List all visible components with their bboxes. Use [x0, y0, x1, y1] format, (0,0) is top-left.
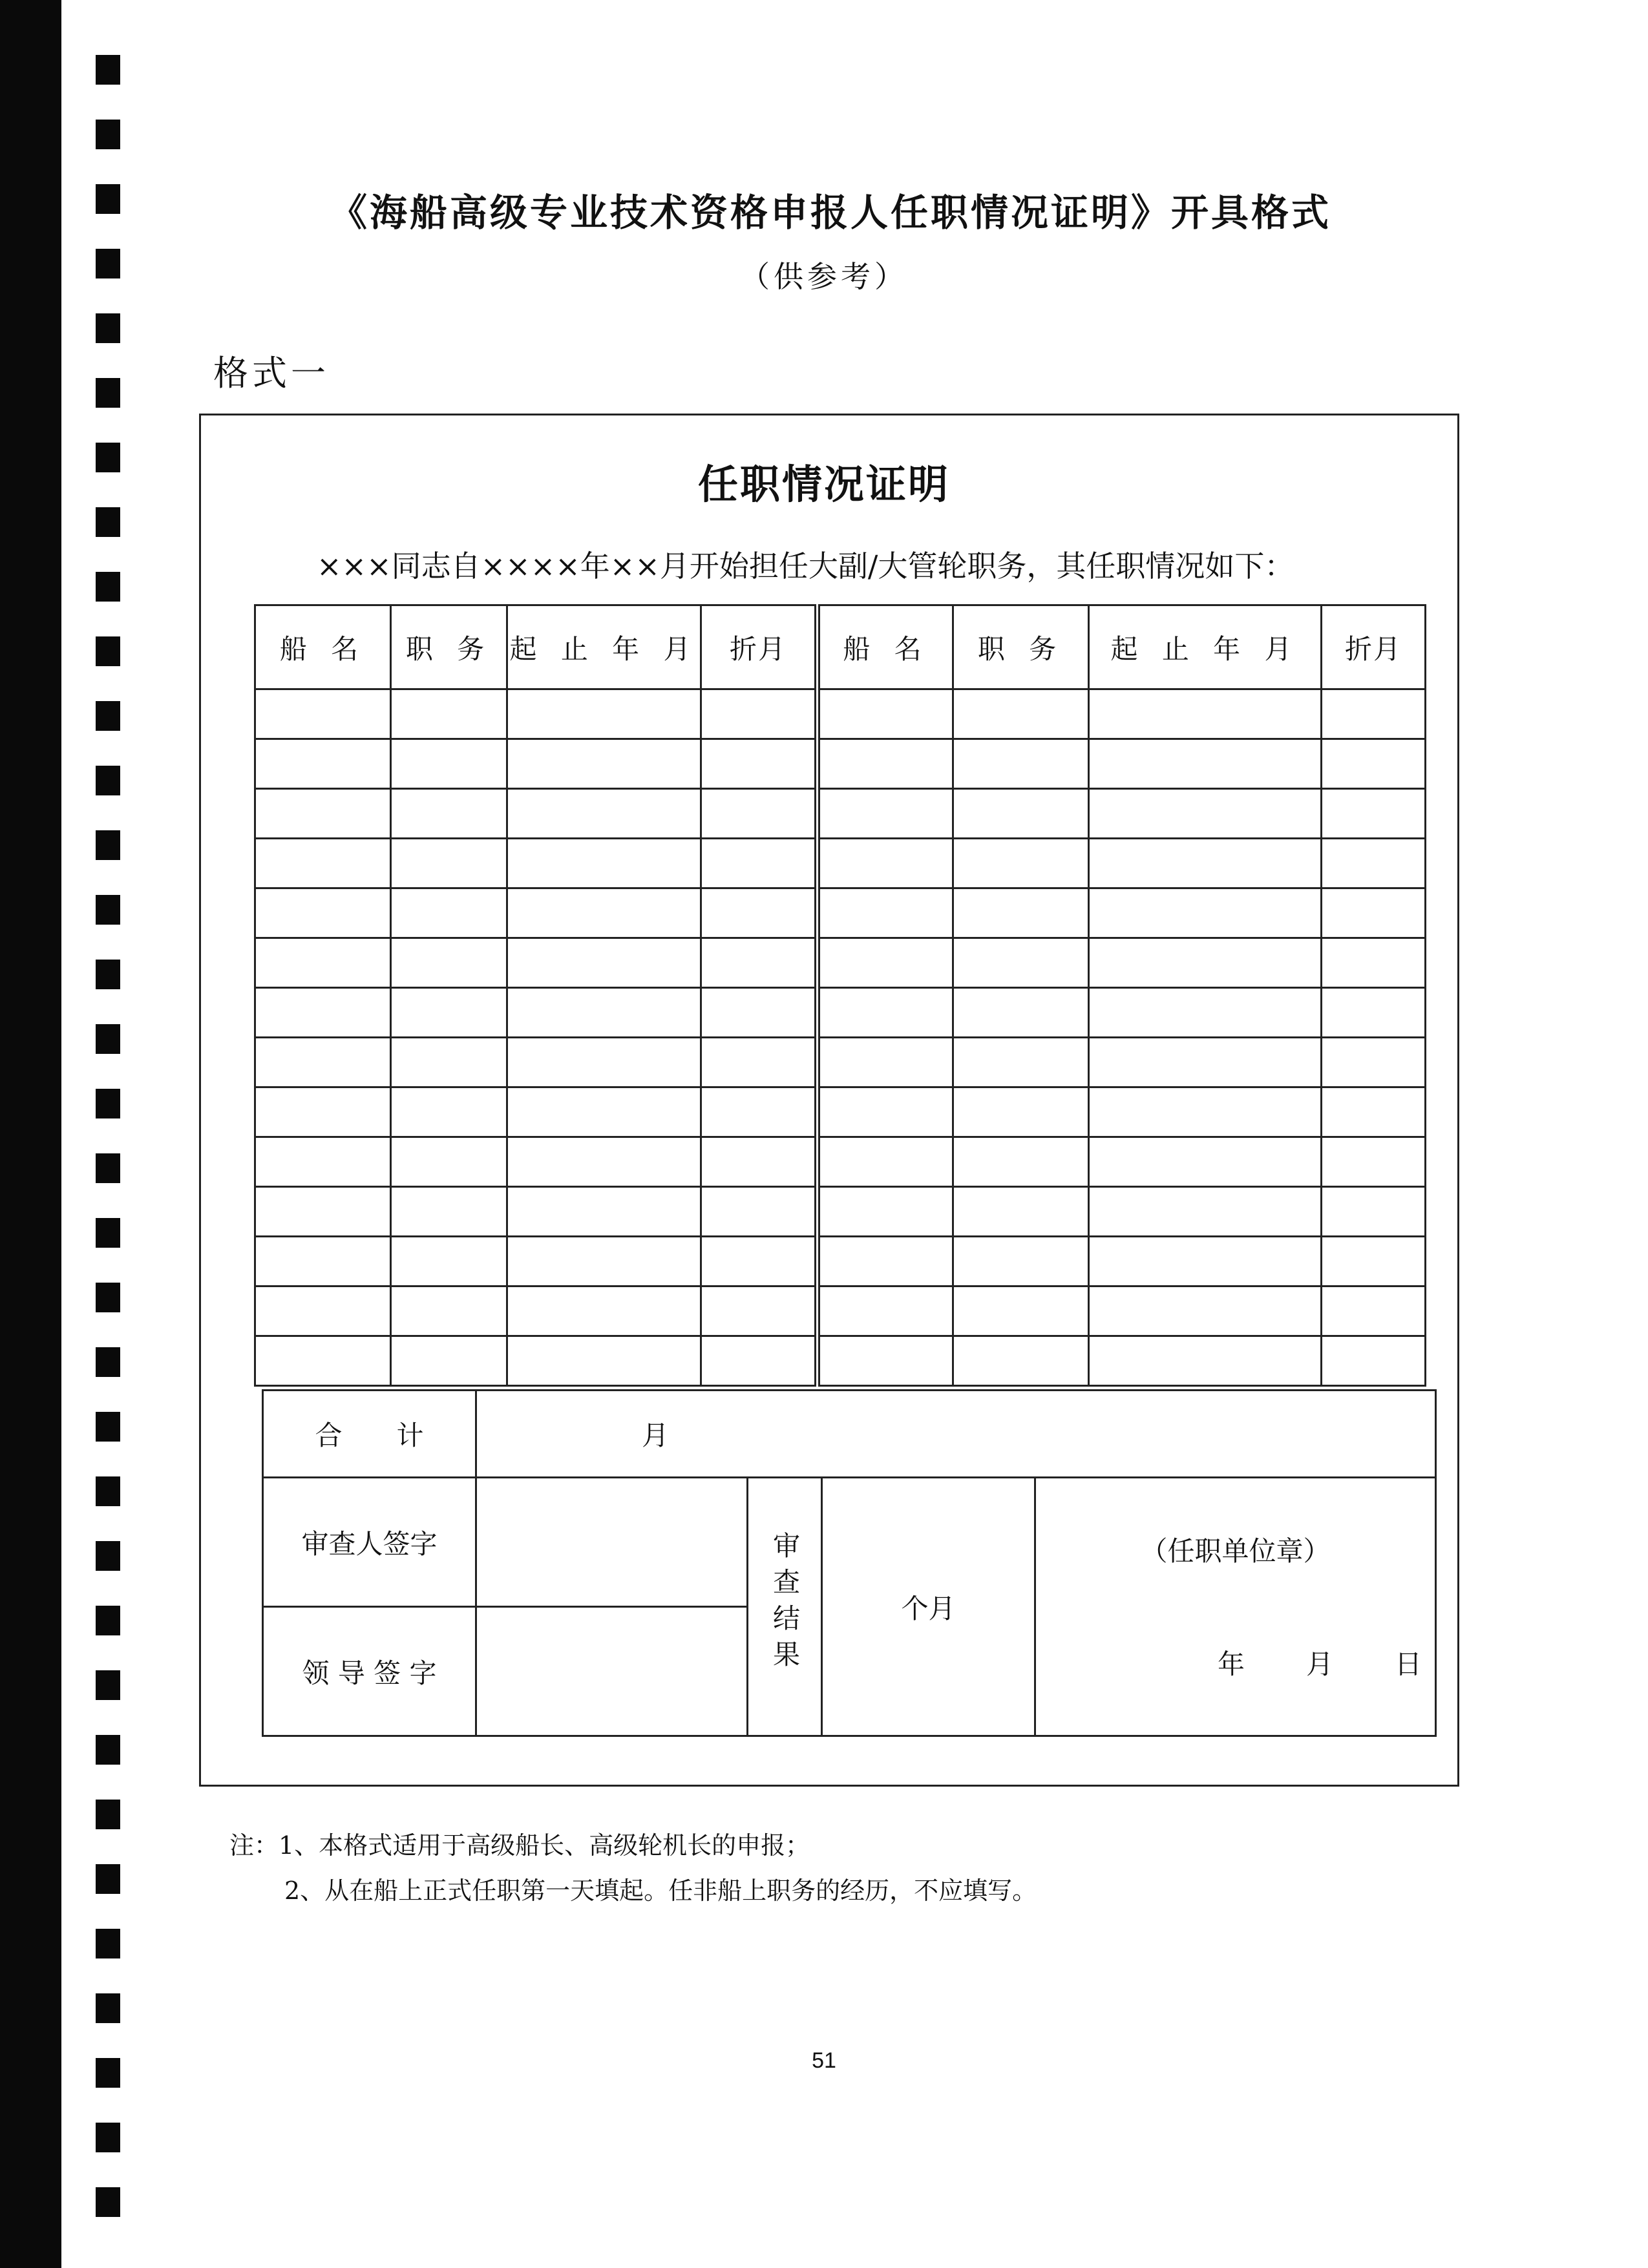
table-row [255, 1286, 1426, 1336]
table-cell[interactable] [1089, 1286, 1322, 1336]
document-subtitle: （供参考） [740, 259, 908, 294]
table-cell[interactable] [255, 1137, 391, 1187]
seal-label: （任职单位章） [1140, 1535, 1331, 1567]
column-header-period: 起 止 年 月 [507, 605, 701, 689]
punch-hole [96, 1347, 120, 1377]
table-cell[interactable] [1322, 839, 1426, 888]
seal-date-field[interactable] [1035, 1478, 1436, 1736]
table-cell[interactable] [1322, 888, 1426, 938]
punch-hole [96, 184, 120, 214]
table-cell[interactable] [507, 739, 701, 789]
table-cell[interactable] [1089, 839, 1322, 888]
table-body [255, 689, 1426, 1386]
table-cell[interactable] [255, 689, 391, 739]
note-line-1: 注：1、本格式适用于高级船长、高级轮机长的申报； [229, 1831, 810, 1860]
column-header-ship-name: 船 名 [255, 605, 391, 689]
table-cell[interactable] [953, 1187, 1089, 1237]
table-cell[interactable] [818, 789, 953, 839]
table-cell[interactable] [255, 1336, 391, 1386]
column-header-ship-name-2: 船 名 [818, 605, 953, 689]
table-cell[interactable] [391, 789, 507, 839]
table-row [255, 888, 1426, 938]
table-cell[interactable] [953, 1286, 1089, 1336]
table-cell[interactable] [391, 888, 507, 938]
page-number: 51 [812, 2048, 836, 2073]
table-cell[interactable] [255, 739, 391, 789]
table-cell[interactable] [507, 1286, 701, 1336]
table-cell[interactable] [701, 1336, 818, 1386]
table-cell[interactable] [1089, 938, 1322, 988]
total-field[interactable] [476, 1391, 1436, 1478]
punch-hole [96, 378, 120, 408]
table-cell[interactable] [818, 938, 953, 988]
table-cell[interactable] [507, 789, 701, 839]
table-cell[interactable] [1089, 1137, 1322, 1187]
table-row [255, 1087, 1426, 1137]
table-cell[interactable] [391, 1336, 507, 1386]
table-row [255, 1237, 1426, 1286]
table-cell[interactable] [701, 739, 818, 789]
table-cell[interactable] [1089, 988, 1322, 1038]
table-cell[interactable] [1322, 789, 1426, 839]
table-cell[interactable] [953, 689, 1089, 739]
table-cell[interactable] [953, 1336, 1089, 1386]
table-cell[interactable] [391, 839, 507, 888]
table-cell[interactable] [701, 938, 818, 988]
table-cell[interactable] [1322, 1137, 1426, 1187]
column-header-months: 折月 [701, 605, 818, 689]
table-cell[interactable] [1322, 988, 1426, 1038]
punch-hole [96, 830, 120, 860]
table-cell[interactable] [507, 1087, 701, 1137]
column-header-period-2: 起 止 年 月 [1089, 605, 1322, 689]
punch-hole [96, 1929, 120, 1958]
table-cell[interactable] [701, 1187, 818, 1237]
table-cell[interactable] [818, 1286, 953, 1336]
table-cell[interactable] [953, 739, 1089, 789]
punch-hole [96, 1412, 120, 1442]
table-cell[interactable] [818, 988, 953, 1038]
table-cell[interactable] [953, 888, 1089, 938]
result-label-cell [748, 1478, 822, 1736]
punch-hole [96, 1606, 120, 1635]
table-cell[interactable] [1322, 1336, 1426, 1386]
date-day: 日 [1395, 1648, 1422, 1680]
table-cell[interactable] [1322, 938, 1426, 988]
table-row [255, 988, 1426, 1038]
column-header-months-2: 折月 [1322, 605, 1426, 689]
table-cell[interactable] [1322, 1237, 1426, 1286]
table-cell[interactable] [953, 988, 1089, 1038]
punch-hole [96, 1735, 120, 1765]
column-header-position-2: 职 务 [953, 605, 1089, 689]
format-label: 格式一 [213, 353, 330, 394]
table-row [255, 839, 1426, 888]
table-cell[interactable] [701, 1038, 818, 1087]
table-cell[interactable] [1089, 1038, 1322, 1087]
table-row [255, 1187, 1426, 1237]
result-label: 审查结果 [769, 1531, 801, 1676]
table-cell[interactable] [701, 789, 818, 839]
date-line [1218, 1643, 1422, 1682]
punch-hole [96, 55, 120, 85]
punch-hole [96, 960, 120, 989]
table-cell[interactable] [255, 1237, 391, 1286]
table-cell[interactable] [1322, 1286, 1426, 1336]
table-cell[interactable] [255, 789, 391, 839]
table-cell[interactable] [701, 988, 818, 1038]
punch-hole [96, 507, 120, 537]
table-cell[interactable] [391, 1038, 507, 1087]
column-header-position: 职 务 [391, 605, 507, 689]
punch-hole [96, 1541, 120, 1571]
table-cell[interactable] [1089, 1336, 1322, 1386]
table-cell[interactable] [1089, 1237, 1322, 1286]
table-cell[interactable] [818, 1038, 953, 1087]
table-cell[interactable] [255, 1286, 391, 1336]
table-row [255, 739, 1426, 789]
punch-hole [96, 766, 120, 795]
punch-hole [96, 1670, 120, 1700]
table-cell[interactable] [1089, 1087, 1322, 1137]
table-cell[interactable] [255, 1187, 391, 1237]
document-title: 《海船高级专业技术资格申报人任职情况证明》开具格式 [330, 191, 1332, 235]
reviewer-signature-field[interactable] [476, 1478, 748, 1607]
leader-signature-field[interactable] [476, 1607, 748, 1736]
table-row [255, 789, 1426, 839]
table-cell[interactable] [953, 1087, 1089, 1137]
table-row [255, 938, 1426, 988]
table-cell[interactable] [1322, 1038, 1426, 1087]
table-row [255, 1137, 1426, 1187]
table-cell[interactable] [818, 888, 953, 938]
punch-hole [96, 1864, 120, 1894]
punch-hole [96, 1800, 120, 1829]
punch-hole [96, 1153, 120, 1183]
table-cell[interactable] [818, 1087, 953, 1137]
certificate-intro: ×××同志自××××年××月开始担任大副/大管轮职务，其任职情况如下： [317, 549, 1294, 583]
table-cell[interactable] [953, 1038, 1089, 1087]
punch-hole [96, 572, 120, 602]
table-cell[interactable] [391, 1187, 507, 1237]
reviewer-row [263, 1478, 1436, 1607]
reviewer-label: 审查人签字 [263, 1478, 476, 1607]
table-cell[interactable] [391, 1087, 507, 1137]
table-cell[interactable] [701, 1286, 818, 1336]
table-cell[interactable] [507, 888, 701, 938]
table-cell[interactable] [391, 1137, 507, 1187]
table-cell[interactable] [391, 938, 507, 988]
certificate-title: 任职情况证明 [697, 461, 950, 508]
total-label-text: 合 计 [315, 1420, 424, 1451]
table-cell[interactable] [255, 938, 391, 988]
table-cell[interactable] [507, 988, 701, 1038]
punch-hole [96, 1218, 120, 1248]
punch-holes [96, 55, 120, 2252]
table-cell[interactable] [818, 1336, 953, 1386]
binding-strip [0, 0, 61, 2268]
table-cell[interactable] [953, 1237, 1089, 1286]
leader-label: 领 导 签 字 [263, 1607, 476, 1736]
table-row [255, 1038, 1426, 1087]
table-cell[interactable] [507, 1187, 701, 1237]
note-line-2: 2、从在船上正式任职第一天填起。任非船上职务的经历，不应填写。 [284, 1876, 1037, 1905]
punch-hole [96, 1993, 120, 2023]
table-cell[interactable] [507, 1038, 701, 1087]
table-cell[interactable] [953, 1137, 1089, 1187]
table-cell[interactable] [507, 689, 701, 739]
punch-hole [96, 2123, 120, 2152]
table-cell[interactable] [818, 839, 953, 888]
table-cell[interactable] [507, 1237, 701, 1286]
punch-hole [96, 701, 120, 731]
table-header-row [255, 605, 1426, 689]
table-cell[interactable] [953, 789, 1089, 839]
table-cell[interactable] [818, 1137, 953, 1187]
table-cell[interactable] [1322, 739, 1426, 789]
table-cell[interactable] [255, 1038, 391, 1087]
table-cell[interactable] [507, 839, 701, 888]
table-cell[interactable] [701, 888, 818, 938]
table-cell[interactable] [255, 988, 391, 1038]
months-label: 个月 [901, 1592, 956, 1624]
table-cell[interactable] [391, 1286, 507, 1336]
table-cell[interactable] [255, 1087, 391, 1137]
table-cell[interactable] [1089, 739, 1322, 789]
table-cell[interactable] [818, 739, 953, 789]
total-label [263, 1391, 476, 1478]
punch-hole [96, 1024, 120, 1054]
punch-hole [96, 895, 120, 925]
table-cell[interactable] [507, 938, 701, 988]
table-cell[interactable] [391, 689, 507, 739]
table-cell[interactable] [391, 1237, 507, 1286]
table-cell[interactable] [701, 1137, 818, 1187]
punch-hole [96, 1089, 120, 1118]
table-cell[interactable] [1089, 689, 1322, 739]
punch-hole [96, 313, 120, 343]
table-cell[interactable] [391, 988, 507, 1038]
punch-hole [96, 2187, 120, 2217]
date-year: 年 [1217, 1648, 1245, 1680]
date-month: 月 [1305, 1648, 1333, 1680]
table-cell[interactable] [953, 839, 1089, 888]
table-cell[interactable] [255, 839, 391, 888]
punch-hole [96, 1283, 120, 1312]
service-record-table [254, 604, 1426, 1387]
table-row [255, 689, 1426, 739]
punch-hole [96, 120, 120, 149]
table-cell[interactable] [1089, 789, 1322, 839]
table-cell[interactable] [701, 839, 818, 888]
table-cell[interactable] [1089, 1187, 1322, 1237]
table-cell[interactable] [701, 689, 818, 739]
result-months-field[interactable] [822, 1478, 1035, 1736]
table-cell[interactable] [818, 689, 953, 739]
table-cell[interactable] [1322, 1187, 1426, 1237]
total-row [263, 1391, 1436, 1478]
table-cell[interactable] [1322, 1087, 1426, 1137]
total-unit: 月 [642, 1420, 670, 1451]
table-cell[interactable] [391, 739, 507, 789]
table-cell[interactable] [1322, 689, 1426, 739]
table-cell[interactable] [701, 1087, 818, 1137]
table-cell[interactable] [953, 938, 1089, 988]
punch-hole [96, 1476, 120, 1506]
summary-table [262, 1389, 1437, 1737]
punch-hole [96, 636, 120, 666]
table-cell[interactable] [701, 1237, 818, 1286]
table-cell[interactable] [818, 1187, 953, 1237]
table-cell[interactable] [1089, 888, 1322, 938]
table-row [255, 1336, 1426, 1386]
table-cell[interactable] [255, 888, 391, 938]
table-cell[interactable] [507, 1336, 701, 1386]
table-cell[interactable] [507, 1137, 701, 1187]
table-cell[interactable] [818, 1237, 953, 1286]
